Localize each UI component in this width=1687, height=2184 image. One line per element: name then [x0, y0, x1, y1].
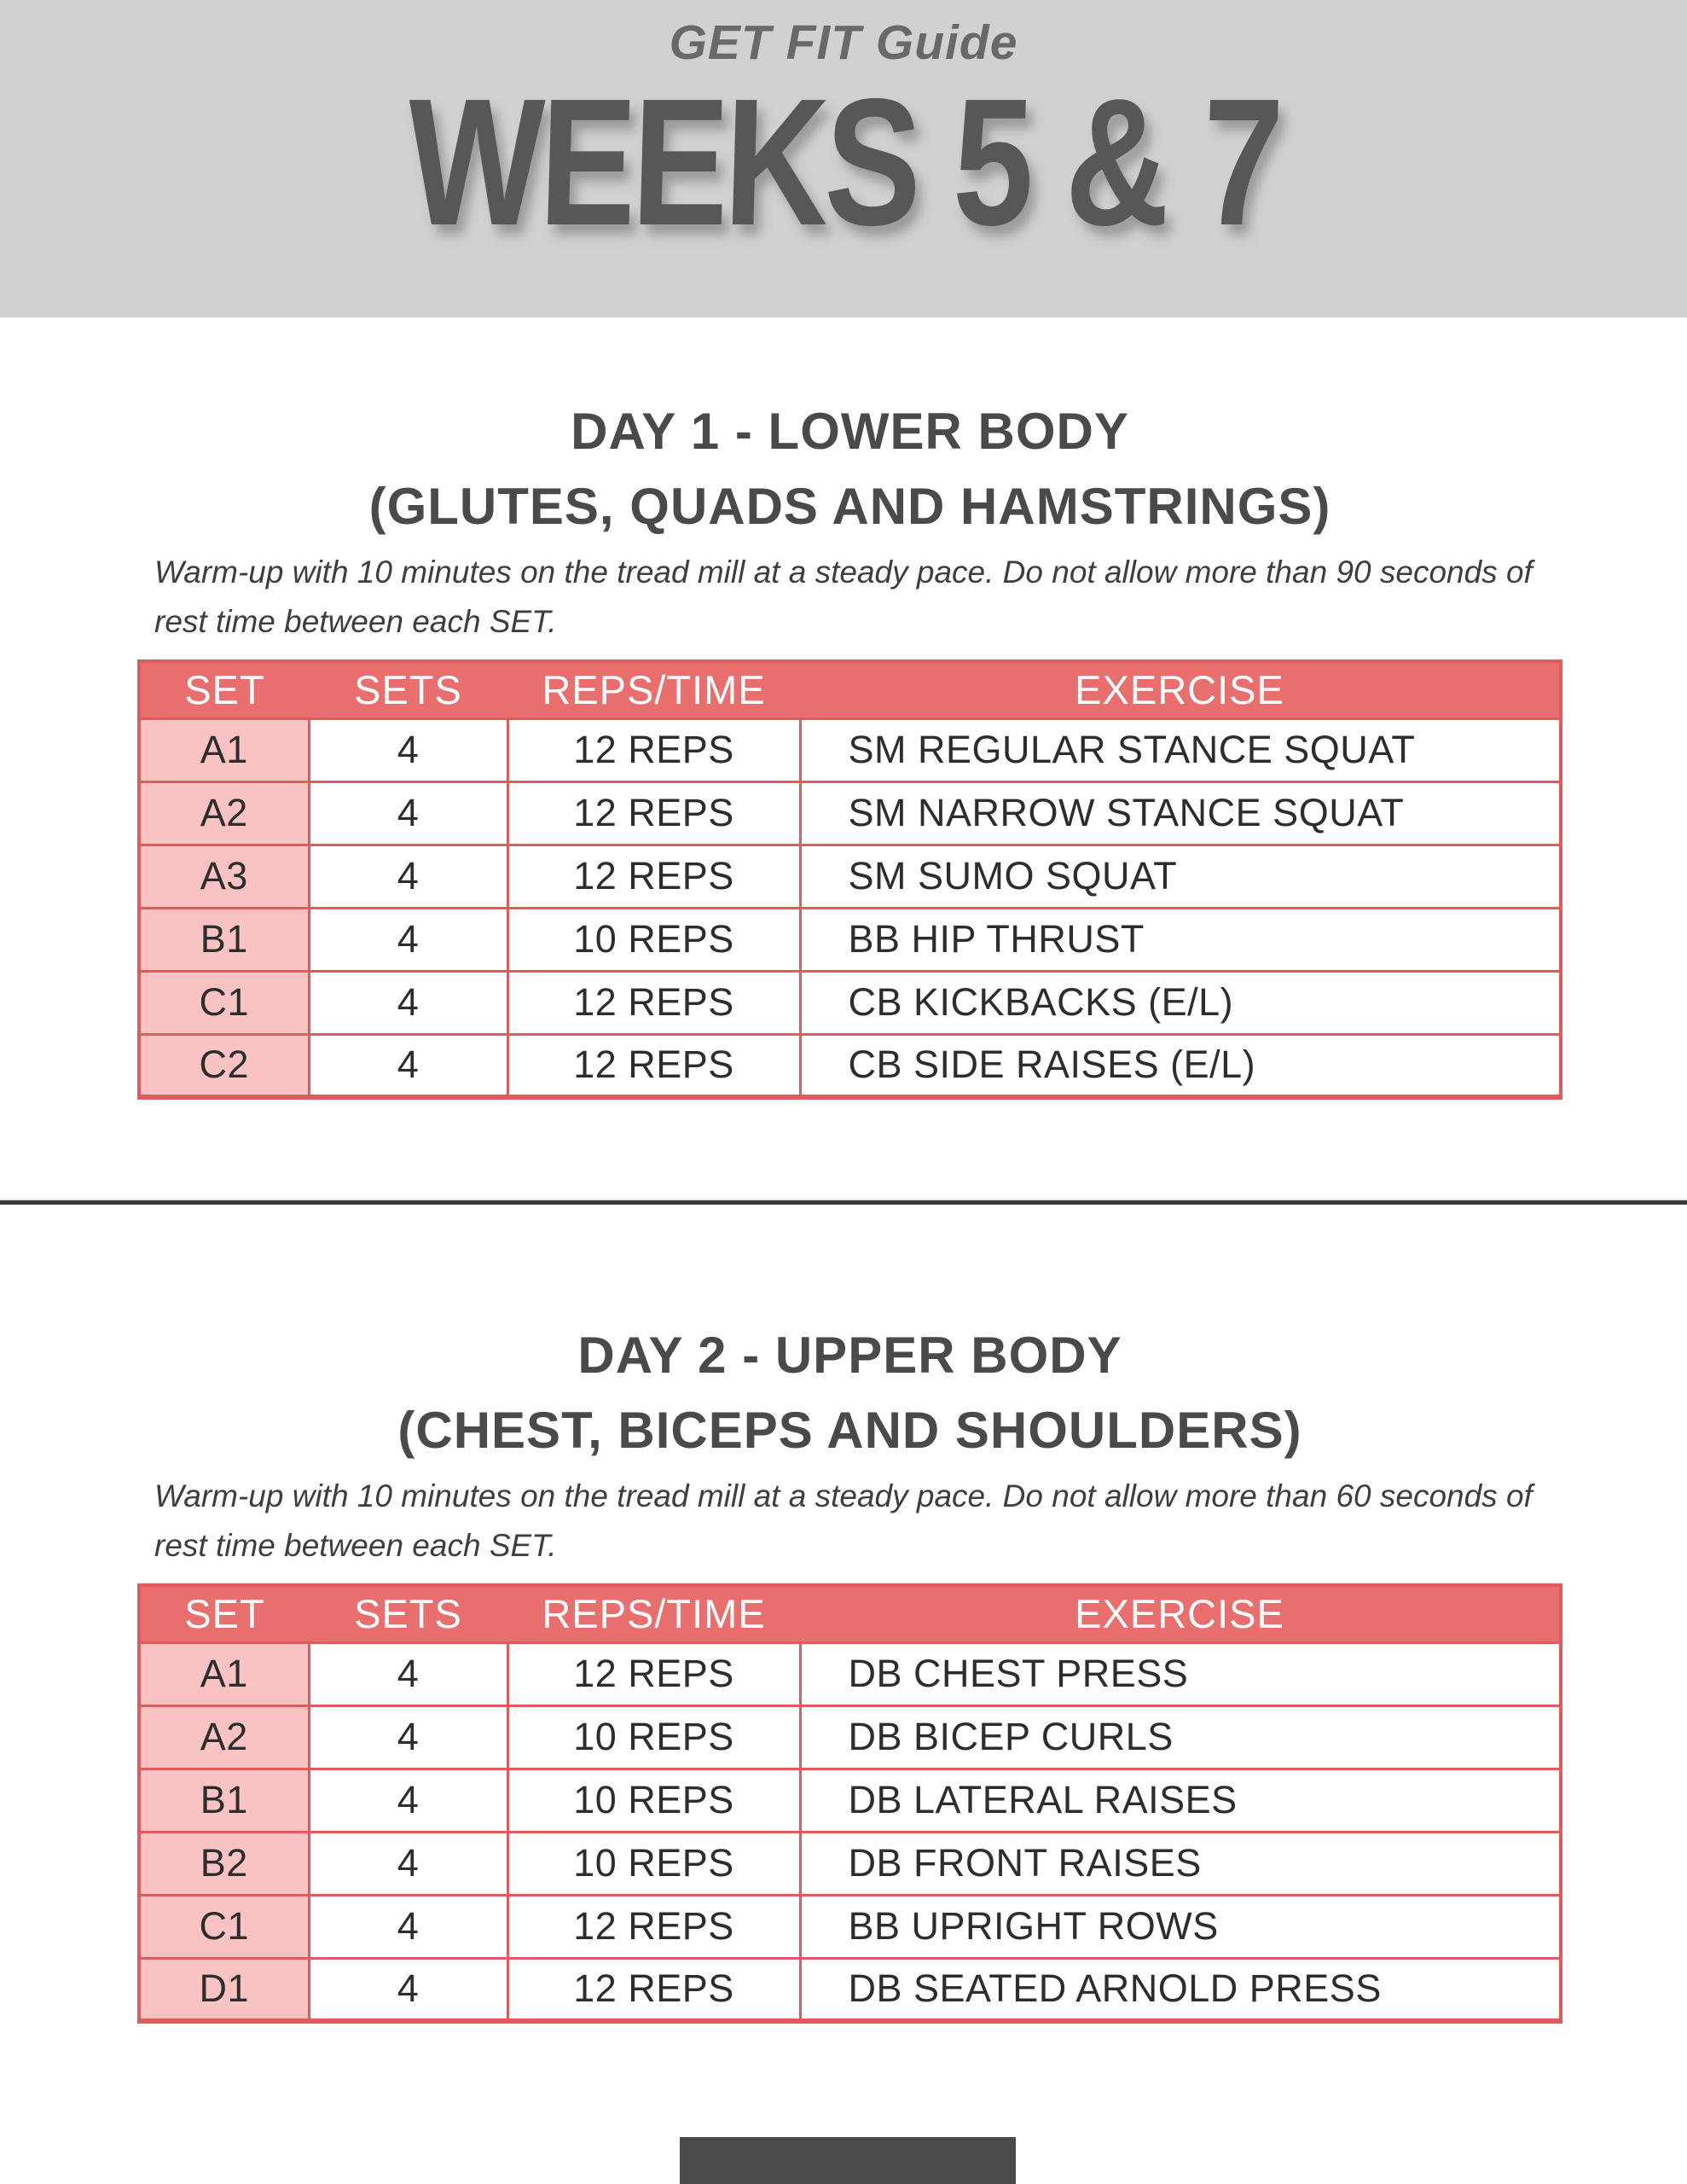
table-row — [139, 845, 1561, 908]
day1-workout-table — [137, 659, 1562, 1100]
reps-time-cell: 12 REPS — [507, 781, 800, 845]
reps-time-cell: 12 REPS — [507, 1034, 800, 1097]
column-header-sets: SETS — [309, 1585, 507, 1642]
day2-table-body — [139, 1642, 1561, 2021]
sets-count-cell: 4 — [309, 1642, 507, 1705]
exercise-name-cell: CB SIDE RAISES (E/L) — [800, 1034, 1561, 1097]
day2-warmup-note: Warm-up with 10 minutes on the tread mill at a steady pace. Do not allow more than 60 seconds of rest time between each SET. — [154, 1478, 1533, 1563]
column-header-exercise: EXERCISE — [800, 1585, 1561, 1642]
table-row — [139, 1832, 1561, 1895]
day1-table-body — [139, 718, 1561, 1097]
table-row — [139, 1642, 1561, 1705]
section-divider — [0, 1199, 1687, 1205]
set-label-cell: C1 — [139, 971, 309, 1034]
sets-count-cell: 4 — [309, 971, 507, 1034]
day2-title — [137, 1318, 1562, 1468]
sets-count-cell: 4 — [309, 1034, 507, 1097]
table-row — [139, 971, 1561, 1034]
column-header-reps-time: REPS/TIME — [507, 1585, 800, 1642]
day2-section — [137, 1241, 1562, 2024]
day2-title-line1: DAY 2 - UPPER BODY — [577, 1327, 1122, 1384]
sets-count-cell: 4 — [309, 1895, 507, 1958]
set-label-cell: B2 — [139, 1832, 309, 1895]
sets-count-cell: 4 — [309, 1705, 507, 1769]
sets-count-cell: 4 — [309, 718, 507, 781]
footer-bar — [680, 2137, 1016, 2184]
column-header-set: SET — [139, 1585, 309, 1642]
set-label-cell: B1 — [139, 908, 309, 971]
day1-title-line1: DAY 1 - LOWER BODY — [571, 403, 1129, 460]
exercise-name-cell: SM SUMO SQUAT — [800, 845, 1561, 908]
set-label-cell: A3 — [139, 845, 309, 908]
exercise-name-cell: SM NARROW STANCE SQUAT — [800, 781, 1561, 845]
set-label-cell: C1 — [139, 1895, 309, 1958]
reps-time-cell: 10 REPS — [507, 1705, 800, 1769]
exercise-name-cell: BB UPRIGHT ROWS — [800, 1895, 1561, 1958]
reps-time-cell: 12 REPS — [507, 845, 800, 908]
exercise-name-cell: DB FRONT RAISES — [800, 1832, 1561, 1895]
exercise-name-cell: DB LATERAL RAISES — [800, 1769, 1561, 1832]
table-row — [139, 781, 1561, 845]
set-label-cell: D1 — [139, 1958, 309, 2021]
day2-workout-table — [137, 1583, 1562, 2024]
exercise-name-cell: CB KICKBACKS (E/L) — [800, 971, 1561, 1034]
reps-time-cell: 10 REPS — [507, 908, 800, 971]
table-row — [139, 908, 1561, 971]
column-header-set: SET — [139, 661, 309, 718]
reps-time-cell: 12 REPS — [507, 1642, 800, 1705]
day2-title-line2: (CHEST, BICEPS AND SHOULDERS) — [397, 1402, 1302, 1459]
exercise-name-cell: BB HIP THRUST — [800, 908, 1561, 971]
exercise-name-cell: DB SEATED ARNOLD PRESS — [800, 1958, 1561, 2021]
set-label-cell: A1 — [139, 718, 309, 781]
guide-title: GET FIT Guide — [669, 15, 1018, 70]
reps-time-cell: 12 REPS — [507, 718, 800, 781]
sets-count-cell: 4 — [309, 1958, 507, 2021]
sets-count-cell: 4 — [309, 1769, 507, 1832]
day1-title-line2: (GLUTES, QUADS AND HAMSTRINGS) — [368, 478, 1331, 535]
table-row — [139, 1769, 1561, 1832]
weeks-title-text: WEEKS 5 & 7 — [404, 61, 1283, 263]
column-header-sets: SETS — [309, 661, 507, 718]
day1-section — [137, 317, 1562, 1100]
set-label-cell: A2 — [139, 781, 309, 845]
reps-time-cell: 10 REPS — [507, 1832, 800, 1895]
table-row — [139, 1034, 1561, 1097]
set-label-cell: A2 — [139, 1705, 309, 1769]
day2-table-head — [139, 1585, 1561, 1642]
column-header-exercise: EXERCISE — [800, 661, 1561, 718]
table-row — [139, 1705, 1561, 1769]
sets-count-cell: 4 — [309, 908, 507, 971]
exercise-name-cell: DB CHEST PRESS — [800, 1642, 1561, 1705]
header-row — [139, 1585, 1561, 1642]
weeks-title — [0, 61, 1687, 263]
table-row — [139, 1958, 1561, 2021]
set-label-cell: B1 — [139, 1769, 309, 1832]
reps-time-cell: 12 REPS — [507, 1958, 800, 2021]
exercise-name-cell: SM REGULAR STANCE SQUAT — [800, 718, 1561, 781]
day1-title — [137, 394, 1562, 544]
set-label-cell: C2 — [139, 1034, 309, 1097]
reps-time-cell: 12 REPS — [507, 1895, 800, 1958]
column-header-reps-time: REPS/TIME — [507, 661, 800, 718]
table-row — [139, 1895, 1561, 1958]
sets-count-cell: 4 — [309, 781, 507, 845]
table-row — [139, 718, 1561, 781]
header-banner — [0, 0, 1687, 317]
reps-time-cell: 12 REPS — [507, 971, 800, 1034]
exercise-name-cell: DB BICEP CURLS — [800, 1705, 1561, 1769]
reps-time-cell: 10 REPS — [507, 1769, 800, 1832]
day1-table-head — [139, 661, 1561, 718]
set-label-cell: A1 — [139, 1642, 309, 1705]
sets-count-cell: 4 — [309, 1832, 507, 1895]
sets-count-cell: 4 — [309, 845, 507, 908]
day1-warmup-note: Warm-up with 10 minutes on the tread mill at a steady pace. Do not allow more than 90 seconds of rest time between each SET. — [154, 555, 1533, 639]
header-row — [139, 661, 1561, 718]
